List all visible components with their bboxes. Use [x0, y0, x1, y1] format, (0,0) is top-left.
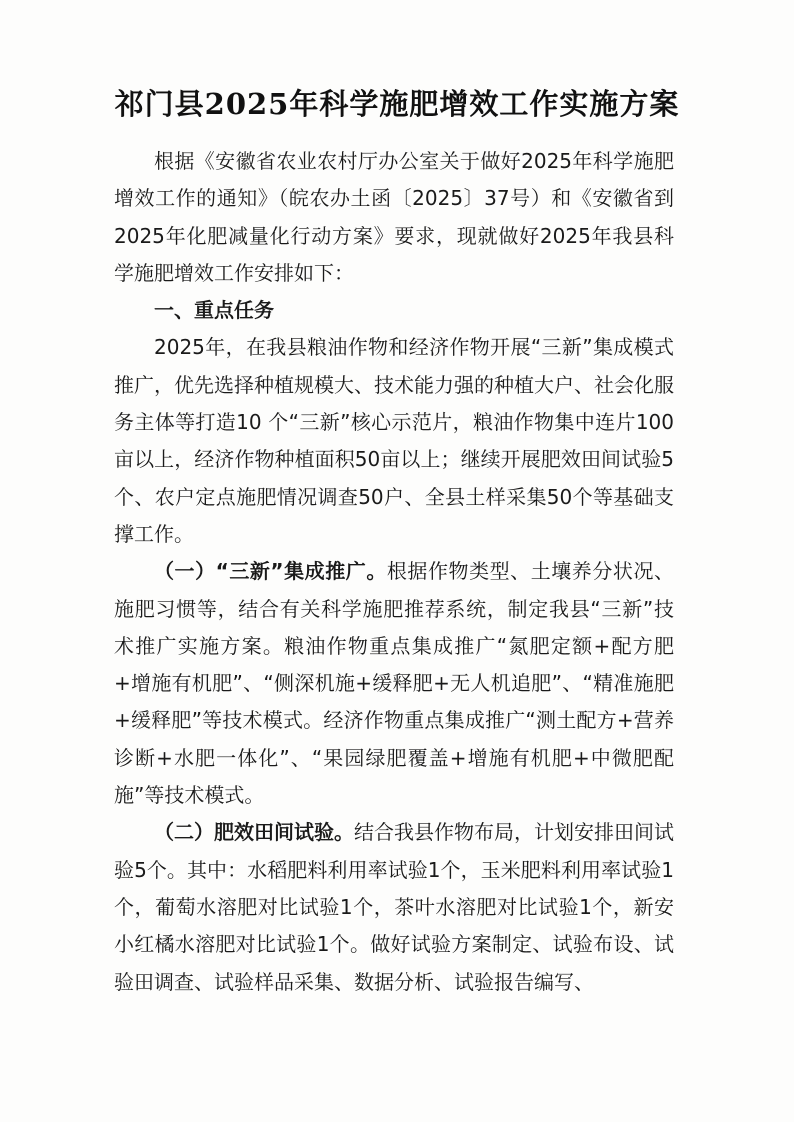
item-three-new-text: 根据作物类型、土壤养分状况、施肥习惯等，结合有关科学施肥推荐系统，制定我县“三新”技术推广实施方案。粮油作物重点集成推广“氮肥定额+配方肥+增施有机肥”、“侧深机施+缓释肥+无人机追肥”、“精准施肥+缓释肥”等技术模式。经济作物重点集成推广“测土配方+营养诊断+水肥一体化”、“果园绿肥覆盖+增施有机肥+中微肥配施”等技术模式。: [114, 559, 675, 808]
section-heading-key-tasks: 一、重点任务: [154, 298, 274, 323]
key-tasks-paragraph: 2025年，在我县粮油作物和经济作物开展“三新”集成模式推广，优先选择种植规模大、技术能力强的种植大户、社会化服务主体等打造10 个“三新”核心示范片，粮油作物集中连片100亩以上，经济作物种植面积50亩以上；继续开展肥效田间试验5个、农户定点施肥情况调查50户、全县土样采集50个等基础支撑工作。: [114, 335, 674, 546]
intro-paragraph: 根据《安徽省农业农村厅办公室关于做好2025年科学施肥增效工作的通知》（皖农办土函〔2025〕37号）和《安徽省到2025年化肥减量化行动方案》要求，现就做好2025年我县科学施肥增效工作安排如下：: [114, 149, 674, 285]
item-three-new-paragraph: [114, 553, 674, 814]
document-body: [114, 143, 674, 1001]
item-field-trial-text: 结合我县作物布局，计划安排田间试验5个。其中：水稻肥料利用率试验1个，玉米肥料利用率试验1个，葡萄水溶肥对比试验1个，茶叶水溶肥对比试验1个，新安小红橘水溶肥对比试验1个。做好试验方案制定、试验布设、试验田调查、试验样品采集、数据分析、试验报告编写、: [114, 820, 674, 994]
item-field-trial-paragraph: [114, 814, 674, 1000]
item-field-trial-heading: （二）肥效田间试验。: [154, 820, 354, 845]
document-title: 祁门县2025年科学施肥增效工作实施方案: [114, 87, 680, 121]
item-three-new-heading: （一）“三新”集成推广。: [154, 559, 387, 584]
